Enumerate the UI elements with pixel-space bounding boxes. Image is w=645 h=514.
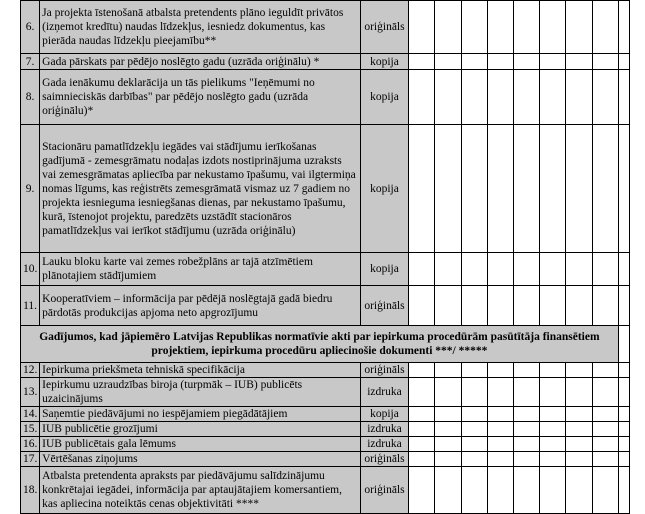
empty-cell	[409, 407, 435, 422]
empty-cell	[618, 286, 629, 326]
document-type: izdruka	[360, 378, 408, 407]
empty-cell	[618, 326, 629, 363]
document-type: oriģināls	[360, 452, 408, 467]
empty-cell	[592, 467, 618, 514]
row-number: 9.	[21, 125, 40, 253]
row-number: 8.	[21, 70, 40, 125]
empty-cell	[618, 407, 629, 422]
table-row	[21, 407, 630, 422]
empty-cell	[618, 467, 629, 514]
empty-cell	[513, 125, 539, 253]
empty-cell	[540, 286, 566, 326]
empty-cell	[487, 437, 513, 452]
document-type: izdruka	[360, 437, 408, 452]
document-description: IUB publicētais gala lēmums	[40, 437, 361, 452]
empty-cell	[435, 125, 461, 253]
row-number: 13.	[21, 378, 40, 407]
empty-cell	[409, 1, 435, 54]
empty-cell	[409, 286, 435, 326]
empty-cell	[592, 54, 618, 70]
empty-cell	[540, 70, 566, 125]
document-type: kopija	[360, 253, 408, 286]
empty-cell	[435, 286, 461, 326]
empty-cell	[487, 467, 513, 514]
empty-cell	[618, 437, 629, 452]
empty-cell	[513, 253, 539, 286]
section-header: Gadījumos, kad jāpiemēro Latvijas Republikas normatīvie akti par iepirkuma procedūrām pasūtītāja finansētiem projektiem, iepirkuma procedūru apliecinošie dokumenti ***/ *****	[21, 326, 619, 363]
empty-cell	[409, 378, 435, 407]
document-description: Vērtēšanas ziņojums	[40, 452, 361, 467]
empty-cell	[540, 437, 566, 452]
table-row	[21, 1, 630, 54]
document-description: Ja projekta īstenošanā atbalsta pretendents plāno ieguldīt privātos (izņemot kredītu) naudas līdzekļus, iesniedz dokumentus, kas pierāda naudas līdzekļu pieejamību**	[40, 1, 361, 54]
table-row	[21, 253, 630, 286]
empty-cell	[592, 407, 618, 422]
table-row	[21, 70, 630, 125]
empty-cell	[566, 378, 592, 407]
document-type: izdruka	[360, 422, 408, 437]
table-row	[21, 363, 630, 378]
empty-cell	[461, 437, 487, 452]
empty-cell	[487, 422, 513, 437]
empty-cell	[566, 452, 592, 467]
table-row	[21, 125, 630, 253]
empty-cell	[487, 125, 513, 253]
section-header-row	[21, 326, 630, 363]
document-description: Kooperatīviem – informācija par pēdējā noslēgtajā gadā biedru pārdotās produkcijas apjoma neto apgrozījumu	[40, 286, 361, 326]
empty-cell	[540, 467, 566, 514]
empty-cell	[461, 253, 487, 286]
empty-cell	[461, 70, 487, 125]
empty-cell	[435, 422, 461, 437]
empty-cell	[513, 70, 539, 125]
empty-cell	[435, 1, 461, 54]
empty-cell	[540, 125, 566, 253]
row-number: 18.	[21, 467, 40, 514]
empty-cell	[618, 1, 629, 54]
empty-cell	[566, 125, 592, 253]
document-description: Iepirkumu uzraudzības biroja (turpmāk – IUB) publicēts uzaicinājums	[40, 378, 361, 407]
empty-cell	[461, 452, 487, 467]
row-number: 15.	[21, 422, 40, 437]
empty-cell	[540, 1, 566, 54]
empty-cell	[461, 407, 487, 422]
table-row	[21, 54, 630, 70]
empty-cell	[618, 422, 629, 437]
document-type: kopija	[360, 407, 408, 422]
empty-cell	[435, 378, 461, 407]
empty-cell	[461, 1, 487, 54]
empty-cell	[435, 452, 461, 467]
empty-cell	[540, 452, 566, 467]
empty-cell	[592, 125, 618, 253]
empty-cell	[409, 253, 435, 286]
empty-cell	[435, 467, 461, 514]
document-description: Stacionāru pamatlīdzekļu iegādes vai stādījumu ierīkošanas gadījumā - zemesgrāmatu nodaļas izdots nostiprinājuma uzraksts vai zemesgrāmatas apliecība par nekustamo īpašumu, vai ilgtermiņa nomas līgums, kas reģistrēts zemesgrāmatā vismaz uz 7 gadiem no projekta iesnieguma iesniegšanas dienas, par nekustamo īpašumu, kurā, īstenojot projektu, paredzēts uzstādīt stacionāros pamatlīdzekļus vai ierīkot stādījumu (uzrāda oriģinālu)	[40, 125, 361, 253]
empty-cell	[461, 467, 487, 514]
empty-cell	[592, 378, 618, 407]
empty-cell	[566, 253, 592, 286]
empty-cell	[435, 253, 461, 286]
empty-cell	[592, 253, 618, 286]
empty-cell	[435, 70, 461, 125]
empty-cell	[487, 1, 513, 54]
empty-cell	[566, 363, 592, 378]
empty-cell	[513, 437, 539, 452]
empty-cell	[513, 54, 539, 70]
row-number: 14.	[21, 407, 40, 422]
empty-cell	[540, 407, 566, 422]
empty-cell	[513, 286, 539, 326]
empty-cell	[566, 422, 592, 437]
empty-cell	[566, 437, 592, 452]
empty-cell	[461, 125, 487, 253]
document-description: Gada pārskats par pēdējo noslēgto gadu (uzrāda oriģinālu) *	[40, 54, 361, 70]
empty-cell	[566, 407, 592, 422]
empty-cell	[592, 452, 618, 467]
empty-cell	[487, 286, 513, 326]
empty-cell	[592, 363, 618, 378]
document-type: oriģināls	[360, 1, 408, 54]
row-number: 6.	[21, 1, 40, 54]
table-row	[21, 286, 630, 326]
empty-cell	[592, 286, 618, 326]
document-type: oriģināls	[360, 286, 408, 326]
empty-cell	[409, 54, 435, 70]
document-type: kopija	[360, 125, 408, 253]
empty-cell	[592, 437, 618, 452]
empty-cell	[435, 54, 461, 70]
row-number: 17.	[21, 452, 40, 467]
empty-cell	[566, 70, 592, 125]
row-number: 7.	[21, 54, 40, 70]
table-row	[21, 452, 630, 467]
empty-cell	[487, 452, 513, 467]
document-description: IUB publicētie grozījumi	[40, 422, 361, 437]
empty-cell	[566, 1, 592, 54]
empty-cell	[618, 54, 629, 70]
empty-cell	[409, 422, 435, 437]
row-number: 16.	[21, 437, 40, 452]
empty-cell	[592, 1, 618, 54]
document-type: oriģināls	[360, 467, 408, 514]
table-row	[21, 378, 630, 407]
empty-cell	[409, 452, 435, 467]
empty-cell	[461, 286, 487, 326]
table-row	[21, 422, 630, 437]
empty-cell	[409, 125, 435, 253]
empty-cell	[513, 378, 539, 407]
document-description: Iepirkuma priekšmeta tehniskā specifikācija	[40, 363, 361, 378]
document-description: Saņemtie piedāvājumi no iespējamiem piegādātājiem	[40, 407, 361, 422]
empty-cell	[487, 363, 513, 378]
document-description: Gada ienākumu deklarācija un tās pielikums "Ieņēmumi no saimnieciskās darbības" par pēdējo noslēgto gadu (uzrāda oriģinālu)*	[40, 70, 361, 125]
empty-cell	[409, 70, 435, 125]
row-number: 12.	[21, 363, 40, 378]
empty-cell	[487, 70, 513, 125]
empty-cell	[513, 422, 539, 437]
empty-cell	[566, 54, 592, 70]
table-row	[21, 467, 630, 514]
empty-cell	[566, 286, 592, 326]
empty-cell	[513, 363, 539, 378]
row-number: 10.	[21, 253, 40, 286]
empty-cell	[409, 363, 435, 378]
empty-cell	[618, 452, 629, 467]
empty-cell	[592, 422, 618, 437]
empty-cell	[513, 407, 539, 422]
empty-cell	[540, 378, 566, 407]
table-body	[21, 1, 630, 514]
empty-cell	[487, 253, 513, 286]
document-description: Lauku bloku karte vai zemes robežplāns ar tajā atzīmētiem plānotajiem stādījumiem	[40, 253, 361, 286]
empty-cell	[461, 378, 487, 407]
empty-cell	[435, 407, 461, 422]
empty-cell	[566, 467, 592, 514]
table-row	[21, 437, 630, 452]
document-type: oriģināls	[360, 363, 408, 378]
empty-cell	[435, 363, 461, 378]
document-type: kopija	[360, 70, 408, 125]
empty-cell	[618, 125, 629, 253]
row-number: 11.	[21, 286, 40, 326]
empty-cell	[618, 70, 629, 125]
empty-cell	[618, 253, 629, 286]
empty-cell	[513, 467, 539, 514]
empty-cell	[540, 253, 566, 286]
empty-cell	[592, 70, 618, 125]
document-checklist-table	[20, 0, 630, 514]
empty-cell	[487, 54, 513, 70]
empty-cell	[487, 378, 513, 407]
empty-cell	[513, 1, 539, 54]
empty-cell	[618, 378, 629, 407]
empty-cell	[409, 437, 435, 452]
empty-cell	[618, 363, 629, 378]
empty-cell	[461, 54, 487, 70]
empty-cell	[487, 407, 513, 422]
document-description: Atbalsta pretendenta apraksts par piedāvājumu salīdzinājumu konkrētajai iegādei, informācija par aptaujātajiem komersantiem, kas apliecina noteiktās cenas objektivitāti ****	[40, 467, 361, 514]
empty-cell	[461, 363, 487, 378]
empty-cell	[409, 467, 435, 514]
empty-cell	[435, 437, 461, 452]
empty-cell	[540, 54, 566, 70]
empty-cell	[540, 363, 566, 378]
empty-cell	[513, 452, 539, 467]
empty-cell	[540, 422, 566, 437]
empty-cell	[461, 422, 487, 437]
document-type: kopija	[360, 54, 408, 70]
